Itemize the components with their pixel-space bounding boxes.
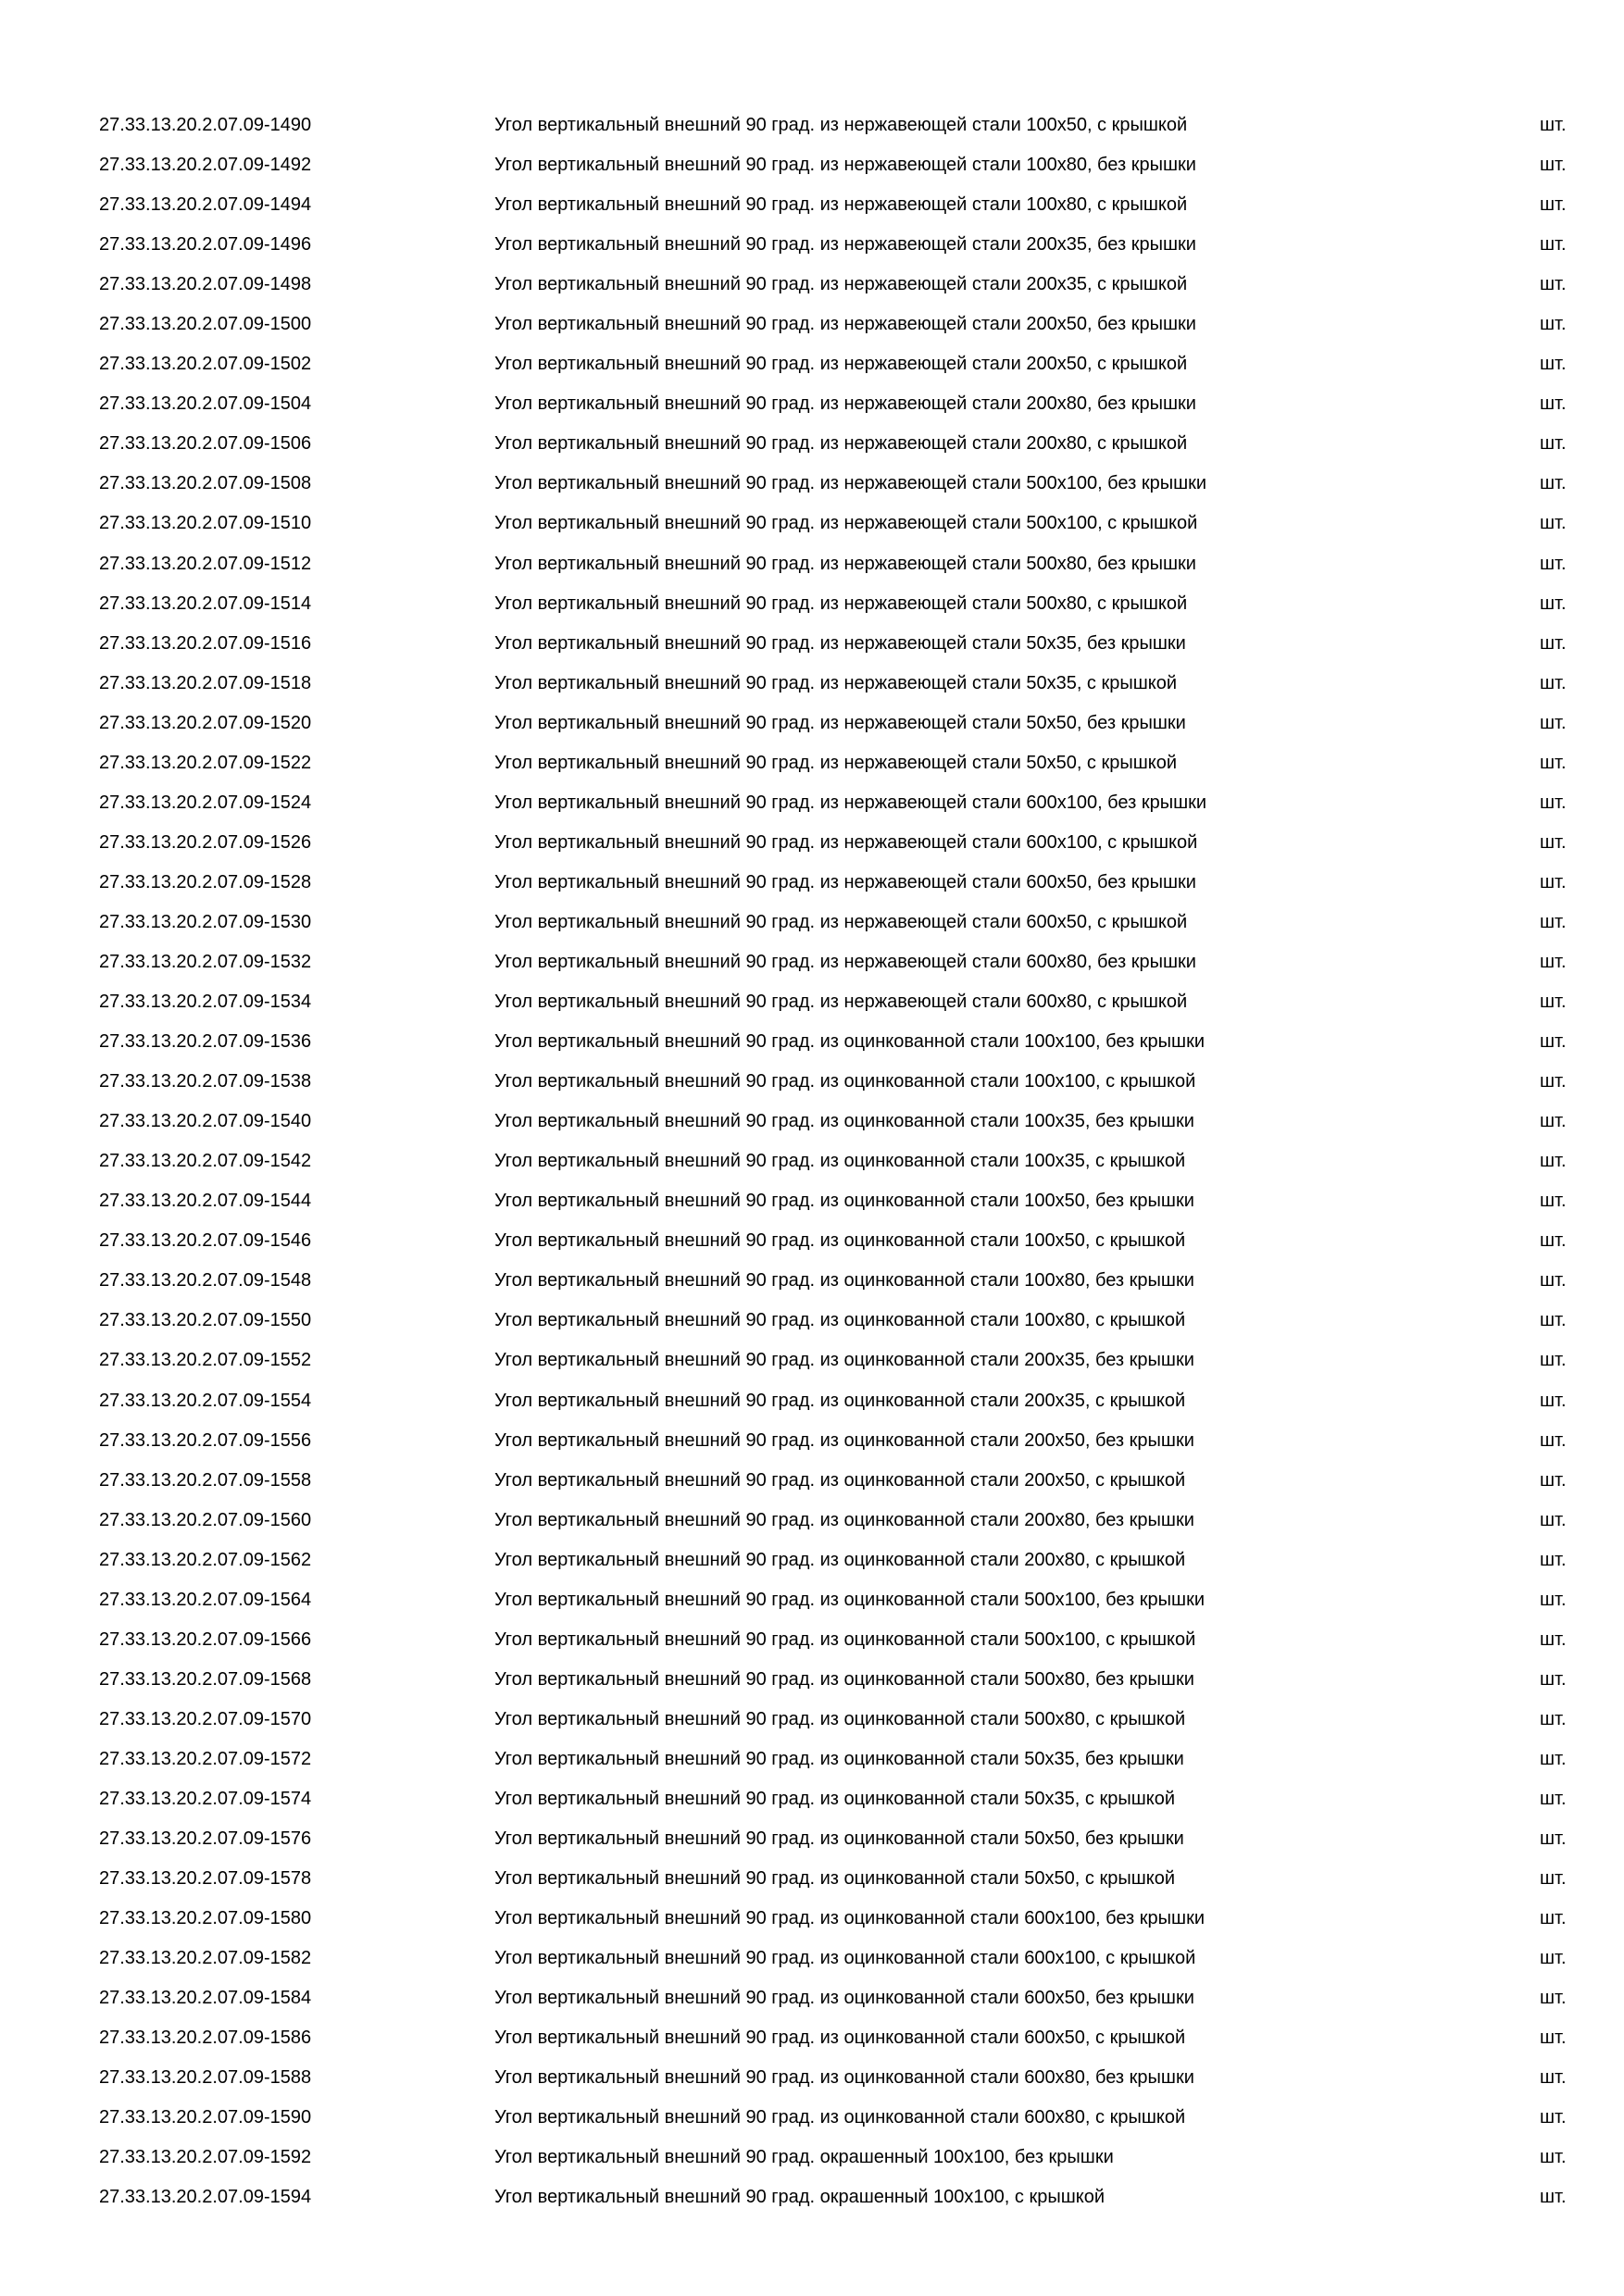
row-name: Угол вертикальный внешний 90 град. из оцинкованной стали 200x80, с крышкой [494, 1549, 1186, 1570]
row-unit: шт. [1540, 1908, 1567, 1929]
table-row [0, 903, 1624, 942]
row-code: 27.33.13.20.2.07.09-1494 [99, 194, 312, 216]
row-unit: шт. [1540, 1628, 1567, 1650]
table-row [0, 2177, 1624, 2217]
table-row [0, 1181, 1624, 1221]
row-name: Угол вертикальный внешний 90 град. из нержавеющей стали 200x80, с крышкой [494, 433, 1188, 455]
row-unit: шт. [1540, 1350, 1567, 1371]
row-name: Угол вертикальный внешний 90 град. из нержавеющей стали 600x80, с крышкой [494, 992, 1188, 1013]
table-row [0, 1939, 1624, 1978]
row-code: 27.33.13.20.2.07.09-1524 [99, 792, 312, 813]
row-code: 27.33.13.20.2.07.09-1558 [99, 1469, 312, 1491]
row-unit: шт. [1540, 1589, 1567, 1610]
table-row [0, 1501, 1624, 1541]
row-unit: шт. [1540, 194, 1567, 216]
row-unit: шт. [1540, 1310, 1567, 1331]
row-name: Угол вертикальный внешний 90 град. из оцинкованной стали 600x50, с крышкой [494, 2028, 1186, 2049]
table-row [0, 1381, 1624, 1421]
row-code: 27.33.13.20.2.07.09-1514 [99, 593, 312, 614]
row-code: 27.33.13.20.2.07.09-1574 [99, 1788, 312, 1809]
row-unit: шт. [1540, 1151, 1567, 1172]
row-code: 27.33.13.20.2.07.09-1504 [99, 393, 312, 415]
row-name: Угол вертикальный внешний 90 град. из оцинкованной стали 100x100, без крышки [494, 1031, 1205, 1053]
row-name: Угол вертикальный внешний 90 град. из нержавеющей стали 50x35, с крышкой [494, 672, 1178, 693]
row-name: Угол вертикальный внешний 90 град. из оцинкованной стали 50x35, с крышкой [494, 1788, 1176, 1809]
row-code: 27.33.13.20.2.07.09-1564 [99, 1589, 312, 1610]
row-unit: шт. [1540, 992, 1567, 1013]
table-row [0, 1819, 1624, 1859]
row-code: 27.33.13.20.2.07.09-1578 [99, 1868, 312, 1890]
table-row [0, 305, 1624, 344]
row-code: 27.33.13.20.2.07.09-1534 [99, 992, 312, 1013]
row-name: Угол вертикальный внешний 90 град. из оцинкованной стали 50x50, с крышкой [494, 1868, 1176, 1890]
table-row [0, 1700, 1624, 1740]
row-code: 27.33.13.20.2.07.09-1528 [99, 871, 312, 892]
row-unit: шт. [1540, 1549, 1567, 1570]
row-unit: шт. [1540, 1429, 1567, 1451]
row-code: 27.33.13.20.2.07.09-1592 [99, 2147, 312, 2168]
row-unit: шт. [1540, 1270, 1567, 1292]
row-name: Угол вертикальный внешний 90 град. из нержавеющей стали 50x35, без крышки [494, 632, 1186, 654]
table-row [0, 2138, 1624, 2177]
table-row [0, 1580, 1624, 1620]
row-name: Угол вертикальный внешний 90 град. окрашенный 100x100, с крышкой [494, 2187, 1106, 2208]
table-row [0, 823, 1624, 863]
row-name: Угол вертикальный внешний 90 град. из оцинкованной стали 600x100, с крышкой [494, 1948, 1196, 1969]
row-unit: шт. [1540, 274, 1567, 295]
row-name: Угол вертикальный внешний 90 град. из оцинкованной стали 500x80, без крышки [494, 1668, 1194, 1690]
table-row [0, 384, 1624, 424]
row-unit: шт. [1540, 911, 1567, 932]
table-row [0, 1779, 1624, 1819]
row-unit: шт. [1540, 593, 1567, 614]
row-unit: шт. [1540, 1469, 1567, 1491]
row-code: 27.33.13.20.2.07.09-1530 [99, 911, 312, 932]
row-code: 27.33.13.20.2.07.09-1518 [99, 672, 312, 693]
table-row [0, 2098, 1624, 2138]
row-name: Угол вертикальный внешний 90 град. из оцинкованной стали 200x35, с крышкой [494, 1390, 1186, 1411]
row-code: 27.33.13.20.2.07.09-1584 [99, 1988, 312, 2009]
row-code: 27.33.13.20.2.07.09-1550 [99, 1310, 312, 1331]
table-row [0, 1541, 1624, 1580]
row-unit: шт. [1540, 155, 1567, 176]
row-name: Угол вертикальный внешний 90 град. из оцинкованной стали 100x50, с крышкой [494, 1230, 1186, 1252]
row-name: Угол вертикальный внешний 90 град. из оцинкованной стали 500x80, с крышкой [494, 1708, 1186, 1729]
row-unit: шт. [1540, 632, 1567, 654]
row-unit: шт. [1540, 115, 1567, 135]
table-row [0, 2018, 1624, 2058]
row-name: Угол вертикальный внешний 90 град. из нержавеющей стали 600x100, с крышкой [494, 831, 1198, 853]
table-row [0, 704, 1624, 743]
row-name: Угол вертикальный внешний 90 град. из нержавеющей стали 600x50, без крышки [494, 871, 1196, 892]
row-name: Угол вертикальный внешний 90 град. из оцинкованной стали 600x100, без крышки [494, 1908, 1205, 1929]
table-row [0, 1899, 1624, 1939]
row-unit: шт. [1540, 672, 1567, 693]
table-row [0, 1221, 1624, 1261]
row-name: Угол вертикальный внешний 90 град. из нержавеющей стали 200x35, без крышки [494, 234, 1196, 256]
row-unit: шт. [1540, 1071, 1567, 1092]
row-code: 27.33.13.20.2.07.09-1590 [99, 2107, 312, 2128]
row-code: 27.33.13.20.2.07.09-1522 [99, 752, 312, 773]
row-code: 27.33.13.20.2.07.09-1516 [99, 632, 312, 654]
row-unit: шт. [1540, 2147, 1567, 2168]
row-unit: шт. [1540, 1748, 1567, 1769]
row-code: 27.33.13.20.2.07.09-1572 [99, 1748, 312, 1769]
row-code: 27.33.13.20.2.07.09-1554 [99, 1390, 312, 1411]
row-unit: шт. [1540, 2107, 1567, 2128]
row-name: Угол вертикальный внешний 90 град. из нержавеющей стали 100x80, без крышки [494, 155, 1196, 176]
row-unit: шт. [1540, 871, 1567, 892]
table-row [0, 145, 1624, 185]
row-name: Угол вертикальный внешний 90 град. из нержавеющей стали 100x50, с крышкой [494, 115, 1188, 135]
row-code: 27.33.13.20.2.07.09-1546 [99, 1230, 312, 1252]
table-row [0, 1620, 1624, 1660]
row-name: Угол вертикальный внешний 90 град. из оцинкованной стали 100x35, с крышкой [494, 1151, 1186, 1172]
row-unit: шт. [1540, 393, 1567, 415]
row-name: Угол вертикальный внешний 90 град. из оцинкованной стали 50x50, без крышки [494, 1828, 1184, 1850]
table-row [0, 942, 1624, 982]
row-name: Угол вертикальный внешний 90 град. из оцинкованной стали 600x50, без крышки [494, 1988, 1194, 2009]
table-row [0, 185, 1624, 225]
row-code: 27.33.13.20.2.07.09-1532 [99, 951, 312, 972]
table-row [0, 624, 1624, 664]
table-row [0, 504, 1624, 543]
row-name: Угол вертикальный внешний 90 град. из нержавеющей стали 500x100, с крышкой [494, 513, 1198, 534]
row-code: 27.33.13.20.2.07.09-1576 [99, 1828, 312, 1850]
row-unit: шт. [1540, 234, 1567, 256]
row-unit: шт. [1540, 1708, 1567, 1729]
row-code: 27.33.13.20.2.07.09-1582 [99, 1948, 312, 1969]
row-name: Угол вертикальный внешний 90 град. из оцинкованной стали 100x100, с крышкой [494, 1071, 1196, 1092]
row-unit: шт. [1540, 831, 1567, 853]
table-row [0, 1102, 1624, 1142]
row-code: 27.33.13.20.2.07.09-1496 [99, 234, 312, 256]
row-name: Угол вертикальный внешний 90 град. из нержавеющей стали 600x80, без крышки [494, 951, 1196, 972]
row-unit: шт. [1540, 1948, 1567, 1969]
row-code: 27.33.13.20.2.07.09-1556 [99, 1429, 312, 1451]
table-row [0, 982, 1624, 1022]
table-row [0, 106, 1624, 145]
row-unit: шт. [1540, 1988, 1567, 2009]
table-row [0, 1261, 1624, 1301]
table-row [0, 344, 1624, 384]
row-code: 27.33.13.20.2.07.09-1536 [99, 1031, 312, 1053]
row-unit: шт. [1540, 712, 1567, 733]
row-code: 27.33.13.20.2.07.09-1588 [99, 2067, 312, 2089]
row-name: Угол вертикальный внешний 90 град. из оцинкованной стали 100x35, без крышки [494, 1111, 1194, 1132]
row-code: 27.33.13.20.2.07.09-1570 [99, 1708, 312, 1729]
table-row [0, 743, 1624, 783]
table-row [0, 2058, 1624, 2098]
row-unit: шт. [1540, 553, 1567, 574]
row-unit: шт. [1540, 1788, 1567, 1809]
row-code: 27.33.13.20.2.07.09-1586 [99, 2028, 312, 2049]
table-row [0, 1301, 1624, 1341]
table-row [0, 584, 1624, 624]
row-name: Угол вертикальный внешний 90 град. из оцинкованной стали 200x50, с крышкой [494, 1469, 1186, 1491]
table-row [0, 1062, 1624, 1102]
table-row [0, 1978, 1624, 2018]
row-code: 27.33.13.20.2.07.09-1562 [99, 1549, 312, 1570]
row-code: 27.33.13.20.2.07.09-1508 [99, 473, 312, 494]
row-unit: шт. [1540, 2028, 1567, 2049]
row-name: Угол вертикальный внешний 90 град. из оцинкованной стали 200x50, без крышки [494, 1429, 1194, 1451]
table-row [0, 1859, 1624, 1899]
row-name: Угол вертикальный внешний 90 град. из нержавеющей стали 600x50, с крышкой [494, 911, 1188, 932]
row-name: Угол вертикальный внешний 90 град. из нержавеющей стали 200x80, без крышки [494, 393, 1196, 415]
row-code: 27.33.13.20.2.07.09-1560 [99, 1509, 312, 1530]
row-code: 27.33.13.20.2.07.09-1580 [99, 1908, 312, 1929]
table-row [0, 1421, 1624, 1461]
row-name: Угол вертикальный внешний 90 град. из нержавеющей стали 500x80, с крышкой [494, 593, 1188, 614]
row-unit: шт. [1540, 951, 1567, 972]
row-code: 27.33.13.20.2.07.09-1542 [99, 1151, 312, 1172]
row-code: 27.33.13.20.2.07.09-1552 [99, 1350, 312, 1371]
row-code: 27.33.13.20.2.07.09-1526 [99, 831, 312, 853]
table-row [0, 424, 1624, 464]
row-name: Угол вертикальный внешний 90 град. из оцинкованной стали 200x80, без крышки [494, 1509, 1194, 1530]
row-unit: шт. [1540, 354, 1567, 375]
row-code: 27.33.13.20.2.07.09-1594 [99, 2187, 312, 2208]
row-name: Угол вертикальный внешний 90 град. из нержавеющей стали 600x100, без крышки [494, 792, 1207, 813]
row-name: Угол вертикальный внешний 90 град. из нержавеющей стали 500x100, без крышки [494, 473, 1207, 494]
row-unit: шт. [1540, 314, 1567, 335]
row-unit: шт. [1540, 1111, 1567, 1132]
row-unit: шт. [1540, 2187, 1567, 2208]
row-code: 27.33.13.20.2.07.09-1510 [99, 513, 312, 534]
row-code: 27.33.13.20.2.07.09-1498 [99, 274, 312, 295]
row-unit: шт. [1540, 1668, 1567, 1690]
row-unit: шт. [1540, 1191, 1567, 1212]
row-unit: шт. [1540, 473, 1567, 494]
table-row [0, 1660, 1624, 1700]
table-row [0, 225, 1624, 265]
row-unit: шт. [1540, 2067, 1567, 2089]
row-unit: шт. [1540, 513, 1567, 534]
row-code: 27.33.13.20.2.07.09-1538 [99, 1071, 312, 1092]
row-code: 27.33.13.20.2.07.09-1540 [99, 1111, 312, 1132]
row-unit: шт. [1540, 792, 1567, 813]
row-name: Угол вертикальный внешний 90 град. из нержавеющей стали 200x35, с крышкой [494, 274, 1188, 295]
row-unit: шт. [1540, 1509, 1567, 1530]
row-name: Угол вертикальный внешний 90 град. из оцинкованной стали 500x100, без крышки [494, 1589, 1205, 1610]
table-row [0, 464, 1624, 504]
row-code: 27.33.13.20.2.07.09-1548 [99, 1270, 312, 1292]
row-name: Угол вертикальный внешний 90 град. из оцинкованной стали 100x80, без крышки [494, 1270, 1194, 1292]
row-unit: шт. [1540, 1868, 1567, 1890]
row-name: Угол вертикальный внешний 90 град. из оцинкованной стали 600x80, с крышкой [494, 2107, 1186, 2128]
row-name: Угол вертикальный внешний 90 град. из нержавеющей стали 500x80, без крышки [494, 553, 1196, 574]
row-unit: шт. [1540, 1230, 1567, 1252]
table-row [0, 544, 1624, 584]
row-name: Угол вертикальный внешний 90 град. из нержавеющей стали 50x50, без крышки [494, 712, 1186, 733]
row-name: Угол вертикальный внешний 90 град. из нержавеющей стали 50x50, с крышкой [494, 752, 1178, 773]
table-row [0, 664, 1624, 704]
table-row [0, 1740, 1624, 1779]
table-row [0, 1461, 1624, 1501]
row-code: 27.33.13.20.2.07.09-1490 [99, 115, 312, 135]
row-code: 27.33.13.20.2.07.09-1544 [99, 1191, 312, 1212]
row-name: Угол вертикальный внешний 90 град. из оцинкованной стали 200x35, без крышки [494, 1350, 1194, 1371]
row-name: Угол вертикальный внешний 90 град. из нержавеющей стали 100x80, с крышкой [494, 194, 1188, 216]
table-row [0, 265, 1624, 305]
row-unit: шт. [1540, 1031, 1567, 1053]
row-name: Угол вертикальный внешний 90 град. из оцинкованной стали 600x80, без крышки [494, 2067, 1194, 2089]
row-unit: шт. [1540, 1390, 1567, 1411]
row-code: 27.33.13.20.2.07.09-1566 [99, 1628, 312, 1650]
table-row [0, 1142, 1624, 1181]
row-name: Угол вертикальный внешний 90 град. из оцинкованной стали 100x50, без крышки [494, 1191, 1194, 1212]
row-unit: шт. [1540, 1828, 1567, 1850]
row-unit: шт. [1540, 433, 1567, 455]
row-code: 27.33.13.20.2.07.09-1492 [99, 155, 312, 176]
row-name: Угол вертикальный внешний 90 град. из оцинкованной стали 500x100, с крышкой [494, 1628, 1196, 1650]
row-code: 27.33.13.20.2.07.09-1500 [99, 314, 312, 335]
table-row [0, 1022, 1624, 1062]
row-code: 27.33.13.20.2.07.09-1506 [99, 433, 312, 455]
table-row [0, 1341, 1624, 1380]
row-name: Угол вертикальный внешний 90 град. из нержавеющей стали 200x50, с крышкой [494, 354, 1188, 375]
row-code: 27.33.13.20.2.07.09-1520 [99, 712, 312, 733]
row-name: Угол вертикальный внешний 90 град. из нержавеющей стали 200x50, без крышки [494, 314, 1196, 335]
row-code: 27.33.13.20.2.07.09-1502 [99, 354, 312, 375]
table-row [0, 783, 1624, 823]
row-unit: шт. [1540, 752, 1567, 773]
table-row [0, 863, 1624, 903]
row-name: Угол вертикальный внешний 90 град. окрашенный 100x100, без крышки [494, 2147, 1114, 2168]
price-list-table [0, 106, 1624, 2217]
row-code: 27.33.13.20.2.07.09-1512 [99, 553, 312, 574]
row-code: 27.33.13.20.2.07.09-1568 [99, 1668, 312, 1690]
row-name: Угол вертикальный внешний 90 град. из оцинкованной стали 100x80, с крышкой [494, 1310, 1186, 1331]
row-name: Угол вертикальный внешний 90 град. из оцинкованной стали 50x35, без крышки [494, 1748, 1184, 1769]
